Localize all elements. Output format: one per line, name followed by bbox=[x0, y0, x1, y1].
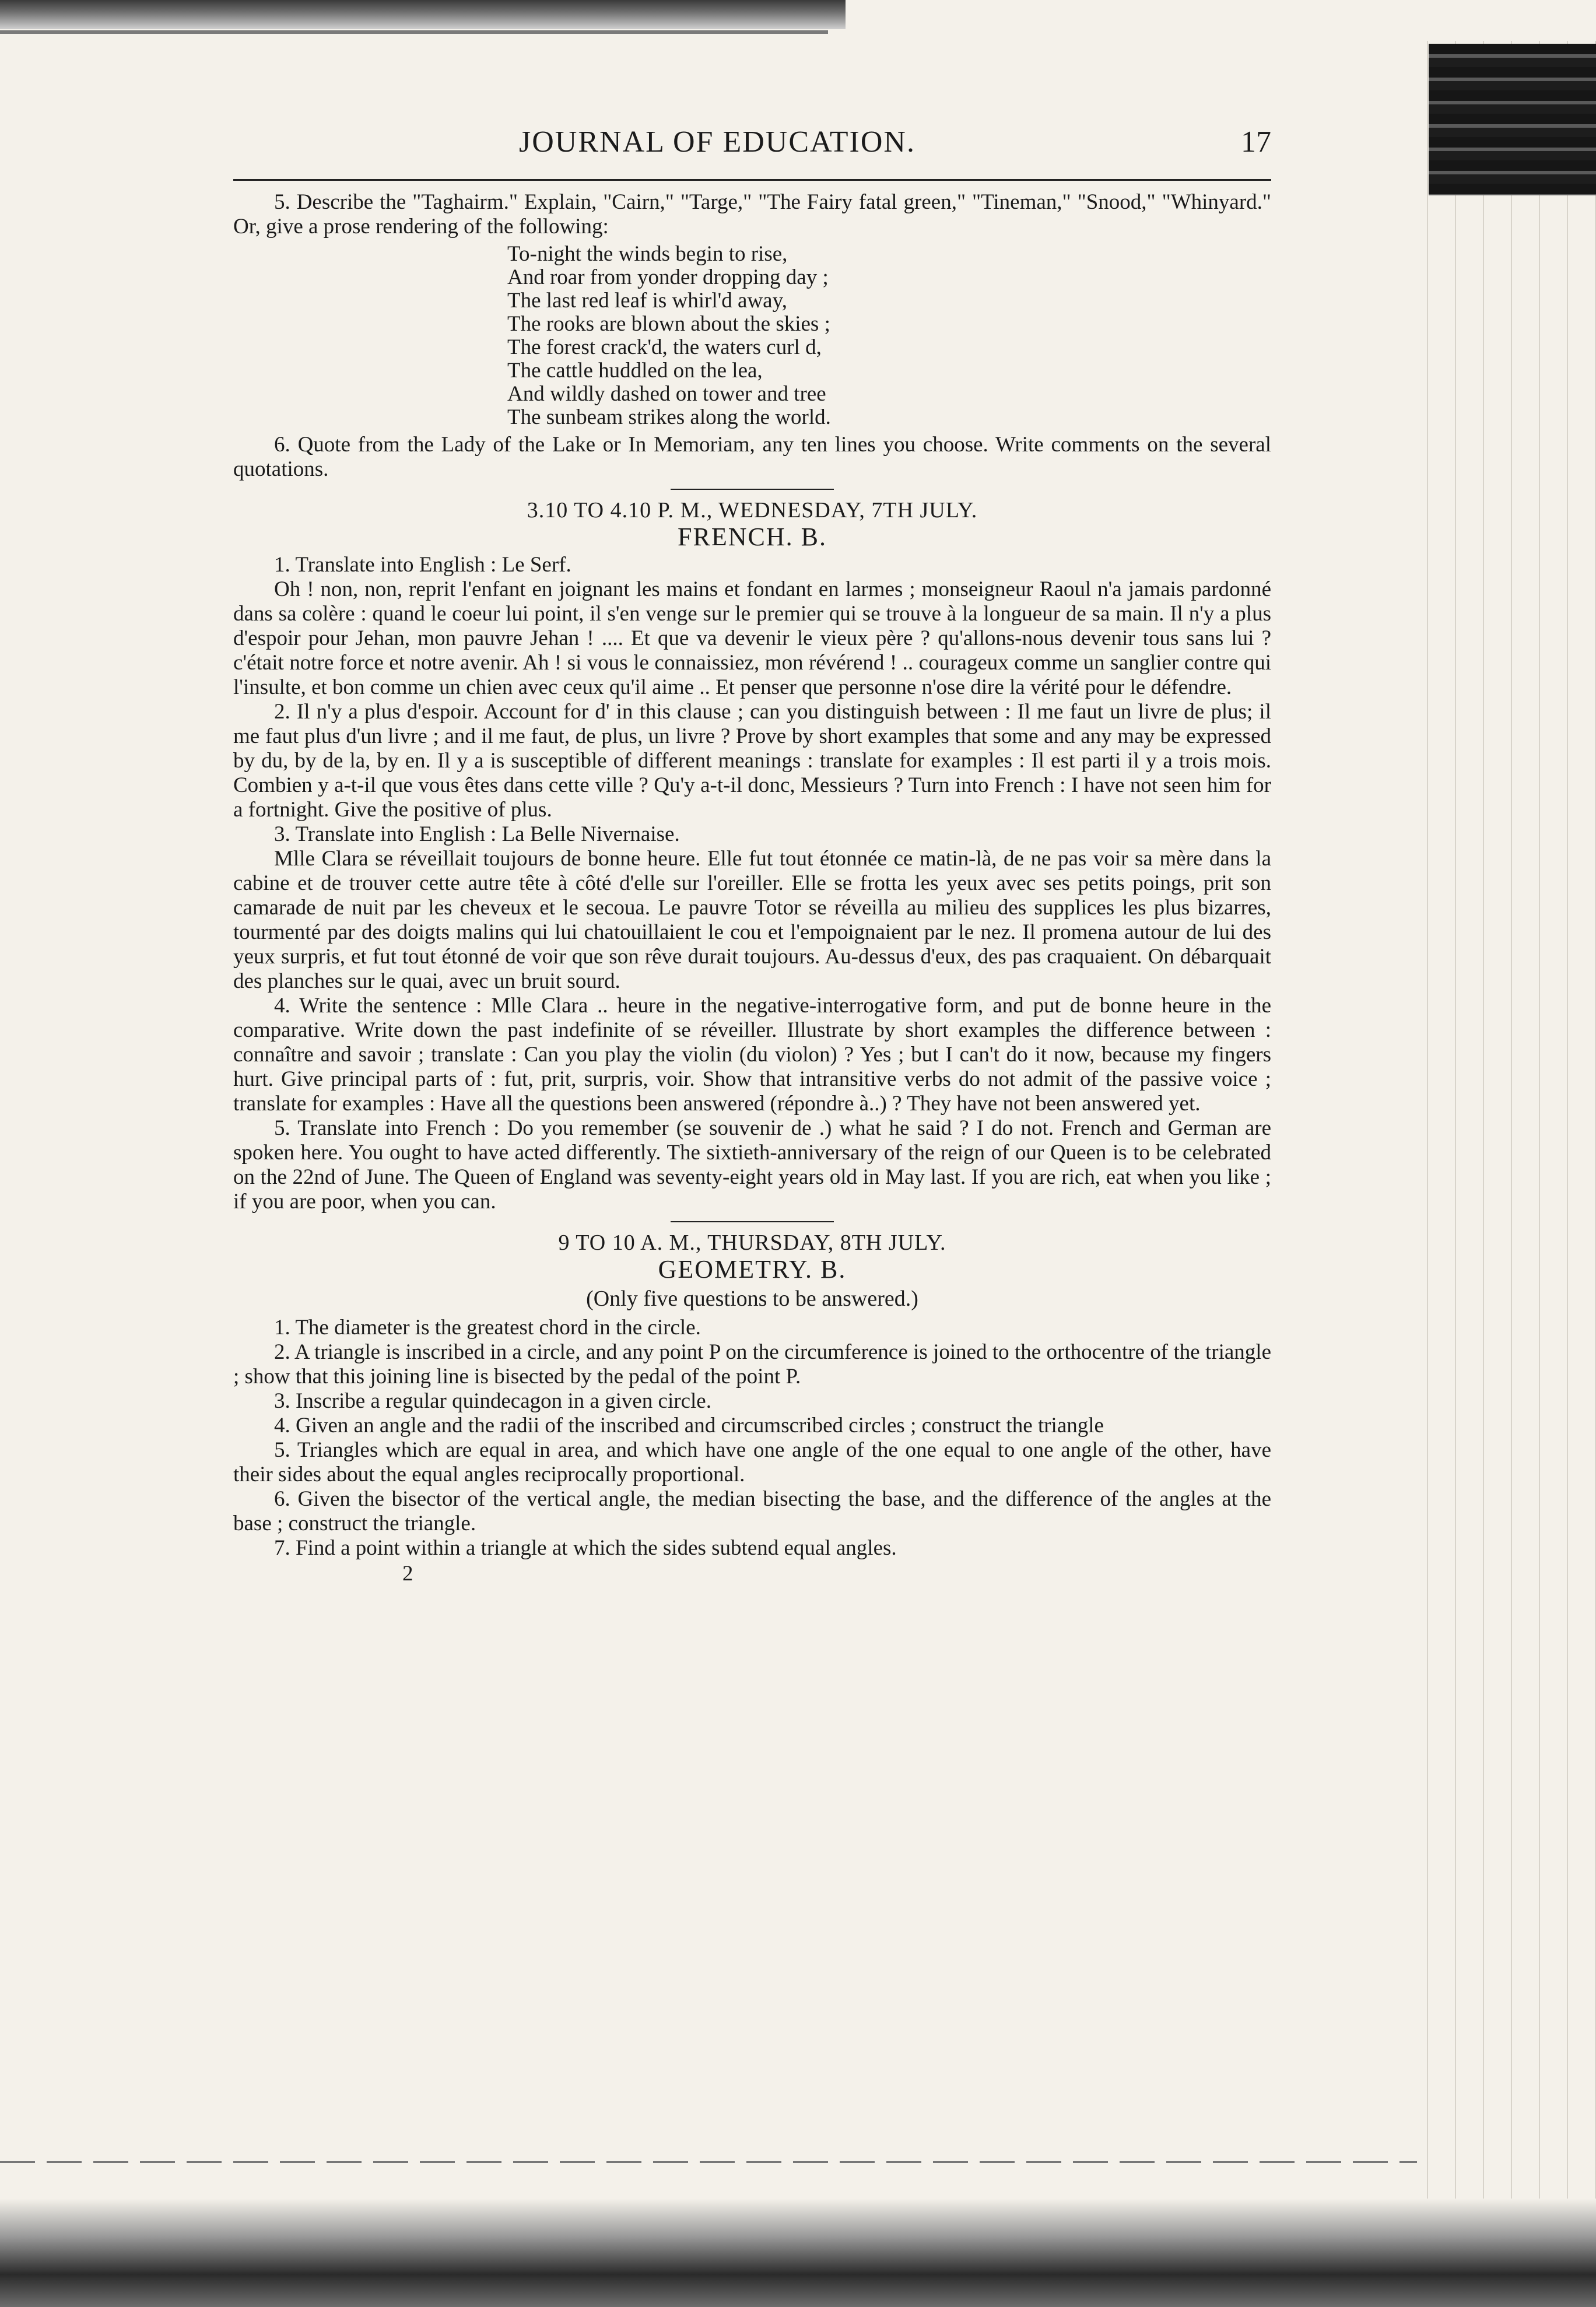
verse-block bbox=[507, 243, 1271, 429]
verse-line: The sunbeam strikes along the world. bbox=[507, 405, 831, 429]
page-number: 17 bbox=[1241, 125, 1271, 159]
french-subject-heading: FRENCH. B. bbox=[678, 523, 827, 551]
english-question-6: 6. Quote from the Lady of the Lake or In Memoriam, any ten lines you choose. Write comments on the several quotations. bbox=[233, 433, 1271, 481]
journal-page bbox=[233, 125, 1271, 1586]
french-passage-le-serf: Oh ! non, non, reprit l'enfant en joignant les mains et fondant en larmes ; monseigneur Raoul n'a jamais pardonné dans sa colère : quand le coeur lui point, il s'en venge sur le premier qui se trouve à la longueur de sa main. Il n'y a plus d'espoir pour Jehan, mon pauvre Jehan ! .... Et que va devenir le vieux père ? qu'allons-nous devenir tous sans lui ? c'était notre force et notre avenir. Ah ! si vous le connaissiez, mon révérend ! .. courageux comme un sanglier contre qui l'insulte, et bon comme un chien avec ceux qu'il aime .. Et penser que personne n'ose dire la vérité pour le défendre. bbox=[233, 577, 1271, 699]
verse-line: To-night the winds begin to rise, bbox=[507, 242, 788, 266]
french-question-1: 1. Translate into English : Le Serf. bbox=[274, 553, 571, 577]
french-passage-belle-nivernaise: Mlle Clara se réveillait toujours de bonne heure. Elle fut tout étonnée ce matin-là, de ne pas voir sa mère dans la cabine et de trouver cette autre tête à côté d'elle sur l'oreiller. Elle se frotta les yeux avec ses petits poings, prit son camarade de nuit par les cheveux et le secoua. Le pauvre Totor se réveilla au milieu des supplices les plus bizarres, tourmenté par des doigts malins qui lui chatouillaient le cou et l'empoignaient par le nez. Il promena autour de lui des yeux surpris, et fut tout étonné de voir que son rêve durait toujours. Au-dessus d'eux, des pas craquaient. On débarquait des planches sur le quai, avec un bruit sourd. bbox=[233, 847, 1271, 993]
section-divider bbox=[671, 1221, 834, 1222]
verse-line: And wildly dashed on tower and tree bbox=[507, 382, 826, 406]
verse-line: And roar from yonder dropping day ; bbox=[507, 265, 829, 289]
verse-line: The rooks are blown about the skies ; bbox=[507, 312, 830, 336]
scan-bottom-border bbox=[0, 2199, 1596, 2307]
geometry-question-4: 4. Given an angle and the radii of the inscribed and circumscribed circles ; construct the triangle bbox=[274, 1414, 1104, 1438]
english-question-5: 5. Describe the "Taghairm." Explain, "Cairn," "Targe," "The Fairy fatal green," "Tineman," "Snood," "Whinyard." Or, give a prose rendering of the following: bbox=[233, 190, 1271, 239]
verse-line: The cattle huddled on the lea, bbox=[507, 359, 763, 383]
geometry-question-1: 1. The diameter is the greatest chord in the circle. bbox=[274, 1316, 701, 1340]
french-question-2: 2. Il n'y a plus d'espoir. Account for d' in this clause ; can you distinguish between : Il me faut un livre de plus; il me faut plus d'un livre ; and il me faut, de plus, un livre ? Prove by short examples that some and any may be expressed by du, by de la, by en. Il y a is susceptible of different meanings : translate for examples : Il est parti il y a trois mois. Combien y a-t-il que vous êtes dans cette ville ? Qu'y a-t-il donc, Messieurs ? Turn into French : I have not seen him for a fortnight. Give the positive of plus. bbox=[233, 700, 1271, 822]
signature-mark: 2 bbox=[402, 1562, 413, 1586]
header-rule bbox=[233, 179, 1271, 181]
scan-top-rule bbox=[0, 30, 828, 34]
scan-right-edge bbox=[1429, 44, 1596, 195]
verse-line: The last red leaf is whirl'd away, bbox=[507, 289, 787, 313]
geometry-question-7: 7. Find a point within a triangle at which the sides subtend equal angles. bbox=[274, 1536, 897, 1560]
french-question-4: 4. Write the sentence : Mlle Clara .. heure in the negative-interrogative form, and put de bonne heure in the comparative. Write down the past indefinite of se réveiller. Illustrate by short examples the difference between : connaître and savoir ; translate : Can you play the violin (du violon) ? Yes ; but I can't do it now, because my fingers hurt. Give principal parts of : fut, prit, surpris, voir. Show that intransitive verbs do not admit of the passive voice ; translate for examples : Have all the questions been answered (répondre à..) ? They have not been answered yet. bbox=[233, 994, 1271, 1116]
geometry-question-5: 5. Triangles which are equal in area, and which have one angle of the one equal to one angle of the other, have their sides about the equal angles reciprocally proportional. bbox=[233, 1438, 1271, 1486]
journal-title: JOURNAL OF EDUCATION. bbox=[519, 125, 915, 159]
french-question-5: 5. Translate into French : Do you remember (se souvenir de .) what he said ? I do not. French and German are spoken here. You ought to have acted differently. The sixtieth-anniversary of the reign of our Queen is to be celebrated on the 22nd of June. The Queen of England was seventy-eight years old in May last. If you are rich, eat when you like ; if you are poor, when you can. bbox=[233, 1116, 1271, 1214]
scan-right-margin bbox=[1421, 41, 1596, 2210]
geometry-instruction-note: (Only five questions to be answered.) bbox=[586, 1286, 918, 1311]
verse-line: The forest crack'd, the waters curl d, bbox=[507, 335, 822, 359]
scan-bottom-rule bbox=[0, 2161, 1417, 2163]
geometry-subject-heading: GEOMETRY. B. bbox=[658, 1255, 847, 1284]
geometry-question-3: 3. Inscribe a regular quindecagon in a given circle. bbox=[274, 1389, 711, 1413]
french-session-heading: 3.10 TO 4.10 P. M., WEDNESDAY, 7TH JULY. bbox=[527, 498, 978, 523]
french-question-3: 3. Translate into English : La Belle Nivernaise. bbox=[274, 822, 680, 846]
scan-top-border bbox=[0, 0, 846, 29]
geometry-question-6: 6. Given the bisector of the vertical angle, the median bisecting the base, and the difference of the angles at the base ; construct the triangle. bbox=[233, 1487, 1271, 1535]
section-divider bbox=[671, 489, 834, 490]
geometry-session-heading: 9 TO 10 A. M., THURSDAY, 8TH JULY. bbox=[558, 1230, 946, 1255]
running-header bbox=[233, 125, 1271, 166]
geometry-question-2: 2. A triangle is inscribed in a circle, and any point P on the circumference is joined to the orthocentre of the triangle ; show that this joining line is bisected by the pedal of the point P. bbox=[233, 1340, 1271, 1389]
